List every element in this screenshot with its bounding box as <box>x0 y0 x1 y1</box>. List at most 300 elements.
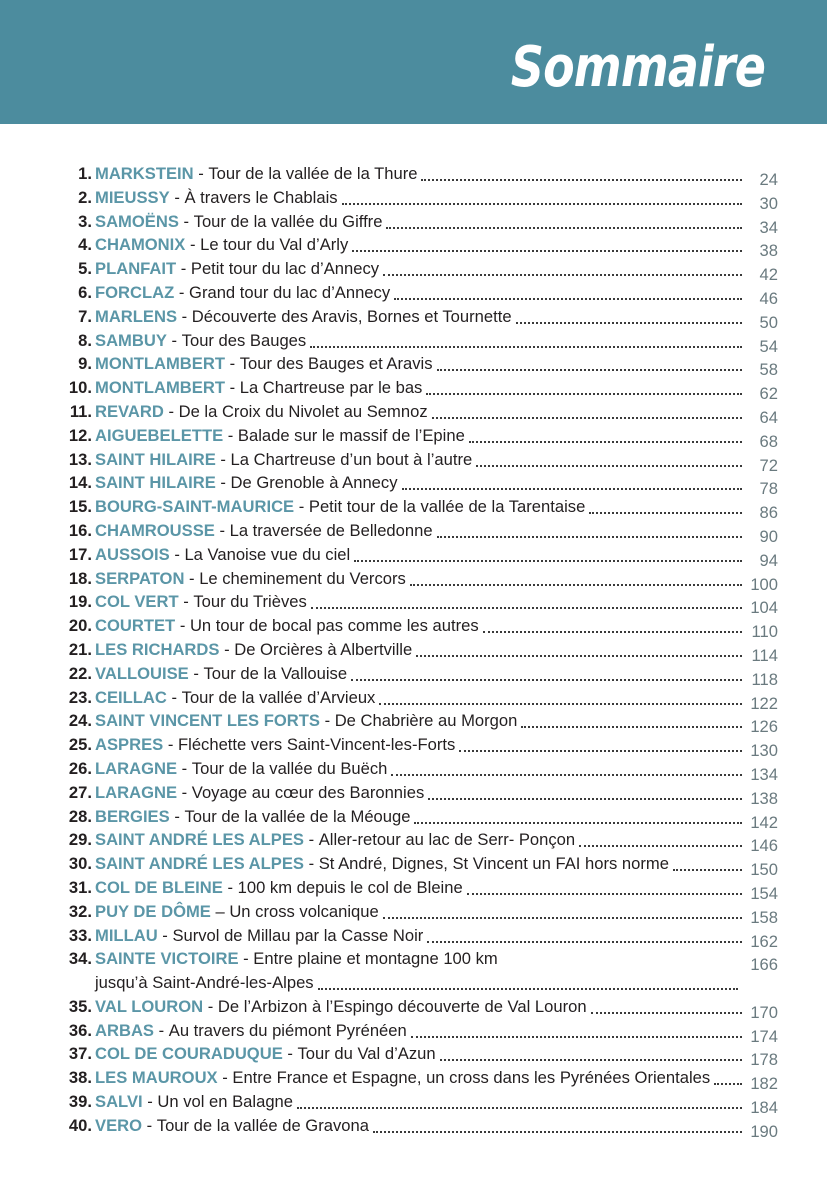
entry-body <box>95 853 778 880</box>
toc-entry[interactable] <box>56 568 778 592</box>
entry-page-number: 134 <box>750 764 778 784</box>
toc-entry[interactable] <box>56 687 778 711</box>
entry-separator: - <box>219 639 235 659</box>
entry-location: SAINT HILAIRE <box>95 449 216 469</box>
entry-line <box>95 520 778 546</box>
entry-separator: - <box>224 378 240 398</box>
entry-title: Un vol en Balagne <box>157 1092 294 1112</box>
entry-title: De Grenoble à Annecy <box>230 473 398 493</box>
toc-entry[interactable] <box>56 234 778 261</box>
entry-line <box>95 377 778 404</box>
entry-separator: - <box>188 663 204 683</box>
entry-body <box>95 782 778 808</box>
entry-title: Tour des Bauges <box>181 330 307 350</box>
entry-page-number: 178 <box>750 1050 778 1070</box>
entry-title: Tour de la vallée d’Arvieux <box>181 687 376 707</box>
entry-location: COURTET <box>95 616 176 636</box>
entry-number: 7. <box>78 306 92 326</box>
entry-separator: - <box>193 164 209 183</box>
entry-location: VAL LOURON <box>95 996 204 1016</box>
entry-number: 22. <box>68 663 92 683</box>
dot-leader <box>437 369 743 371</box>
toc-entry[interactable] <box>56 496 778 523</box>
entry-body <box>95 829 778 856</box>
entry-separator: - <box>178 211 194 231</box>
entry-body <box>95 520 778 546</box>
entry-separator: - <box>215 473 231 493</box>
entry-title: La Vanoise vue du ciel <box>184 544 351 564</box>
entry-page-number: 78 <box>759 479 778 499</box>
entry-location: COL DE BLEINE <box>95 877 223 897</box>
dot-leader <box>440 1059 742 1061</box>
entry-separator: - <box>217 1068 233 1088</box>
entry-number: 6. <box>78 282 92 302</box>
entry-number: 19. <box>68 592 92 612</box>
entry-page-number: 146 <box>750 836 778 856</box>
entry-page-number: 94 <box>759 550 778 570</box>
toc-entry[interactable] <box>56 806 778 830</box>
entry-page-number: 174 <box>750 1026 778 1046</box>
entry-location: REVARD <box>95 401 164 421</box>
entry-separator: - <box>142 1115 157 1135</box>
dot-leader <box>394 298 742 300</box>
entry-separator: - <box>169 187 185 207</box>
toc-entry[interactable] <box>56 330 778 354</box>
entry-location: CEILLAC <box>95 687 167 707</box>
entry-body <box>95 925 778 951</box>
dot-leader <box>579 845 742 847</box>
entry-page-number: 90 <box>759 526 778 546</box>
entry-location: PUY DE DÔME <box>95 901 211 921</box>
entry-title: Petit tour du lac d’Annecy <box>190 259 380 279</box>
entry-location: SAINT HILAIRE <box>95 473 216 493</box>
entry-line <box>95 615 778 642</box>
toc-entry[interactable] <box>56 306 778 330</box>
toc-entry[interactable] <box>56 1043 778 1070</box>
entry-line <box>95 234 778 261</box>
entry-body <box>95 948 778 994</box>
toc-entry[interactable] <box>56 615 778 642</box>
entry-location: MARKSTEIN <box>95 164 194 183</box>
toc-entry[interactable] <box>56 853 778 880</box>
entry-number: 13. <box>68 449 92 469</box>
entry-line <box>95 401 778 427</box>
toc-entry[interactable] <box>56 472 778 499</box>
entry-location: LARAGNE <box>95 782 178 802</box>
toc-entry[interactable] <box>56 544 778 568</box>
entry-page-number: 50 <box>759 312 778 332</box>
entry-number: 2. <box>78 187 92 207</box>
toc-entry[interactable] <box>56 520 778 544</box>
entry-body <box>95 615 778 642</box>
entry-body <box>95 806 778 832</box>
entry-number: 17. <box>68 544 92 564</box>
dot-leader <box>386 227 742 229</box>
entry-title: Tour de la vallée de la Thure <box>208 164 418 183</box>
entry-location: SAMBUY <box>95 330 167 350</box>
dot-leader <box>459 750 742 752</box>
entry-page-number: 62 <box>759 384 778 404</box>
entry-line <box>95 425 778 451</box>
entry-title: Le tour du Val d’Arly <box>200 235 349 255</box>
toc-entry[interactable] <box>56 734 778 761</box>
entry-line <box>95 353 778 380</box>
entry-separator: - <box>163 401 179 421</box>
dot-leader <box>310 346 742 348</box>
entry-line <box>95 829 778 856</box>
entry-page-number: 34 <box>759 217 778 237</box>
entry-location: SAINT VINCENT LES FORTS <box>95 711 320 731</box>
entry-body <box>95 877 778 903</box>
toc-entry[interactable] <box>56 710 778 737</box>
dot-leader <box>427 941 742 943</box>
dot-leader <box>416 655 742 657</box>
entry-page-number: 154 <box>750 883 778 903</box>
entry-body <box>95 401 778 427</box>
entry-number: 5. <box>78 259 92 279</box>
entry-body <box>95 568 778 594</box>
entry-separator: - <box>294 497 309 517</box>
toc-entry[interactable] <box>56 996 778 1020</box>
dot-leader <box>467 893 742 895</box>
entry-number: 16. <box>68 520 92 540</box>
entry-line <box>95 1067 778 1094</box>
dot-leader <box>373 1131 742 1133</box>
entry-number: 10. <box>68 378 92 398</box>
entry-line <box>95 758 778 784</box>
toc-entry[interactable] <box>56 1115 778 1139</box>
entry-number: 11. <box>69 401 92 421</box>
entry-separator: - <box>319 711 335 731</box>
entry-separator: - <box>215 449 231 469</box>
entry-separator: - <box>177 782 192 802</box>
entry-line <box>95 639 778 665</box>
dot-leader <box>421 179 742 181</box>
entry-page-number: 30 <box>759 193 778 213</box>
entry-page-number: 24 <box>759 170 778 189</box>
entry-separator: - <box>184 568 200 588</box>
entry-title: Aller-retour au lac de Serr- Ponçon <box>318 830 576 850</box>
entry-location: MONTLAMBERT <box>95 354 225 374</box>
entry-number: 30. <box>68 854 92 874</box>
entry-separator: - <box>303 854 319 874</box>
entry-title-continued: jusqu’à Saint-André-les-Alpes <box>95 973 314 993</box>
entry-title: Entre plaine et montagne 100 km <box>253 949 498 969</box>
entry-line <box>95 187 778 213</box>
entry-title: Au travers du piémont Pyrénéen <box>168 1020 407 1040</box>
entry-location: LES MAUROUX <box>95 1068 218 1088</box>
entry-line <box>95 877 778 903</box>
entry-body <box>95 1020 778 1046</box>
entry-body <box>95 901 778 927</box>
entry-body <box>95 758 778 784</box>
entry-line <box>95 687 778 713</box>
entry-location: SAINTE VICTOIRE <box>95 949 239 969</box>
entry-location: VALLOUISE <box>95 663 189 683</box>
dot-leader <box>428 798 742 800</box>
toc-entry[interactable] <box>56 829 778 856</box>
entry-body <box>95 258 778 285</box>
entry-page-number: 184 <box>750 1098 778 1118</box>
entry-page-number: 118 <box>751 669 778 689</box>
entry-title: De l’Arbizon à l’Espingo découverte de Val Louron <box>217 996 587 1016</box>
entry-number: 35. <box>68 996 92 1016</box>
dot-leader <box>402 488 743 490</box>
entry-line <box>95 330 778 356</box>
entry-location: SALVI <box>95 1092 143 1112</box>
entry-location: CHAMROUSSE <box>95 520 215 540</box>
entry-location: MARLENS <box>95 306 178 326</box>
dot-leader <box>318 988 738 990</box>
toc-entry[interactable] <box>56 901 778 925</box>
toc-entry[interactable] <box>56 591 778 618</box>
toc-entry[interactable] <box>56 353 778 380</box>
toc-entry[interactable] <box>56 1020 778 1044</box>
entry-body <box>95 687 778 713</box>
entry-line <box>95 306 778 332</box>
entry-number: 3. <box>78 211 92 231</box>
entry-number: 37. <box>68 1044 92 1064</box>
entry-separator: - <box>178 592 194 612</box>
dot-leader <box>437 536 742 538</box>
entry-separator: - <box>177 758 192 778</box>
dot-leader <box>591 1012 742 1014</box>
entry-title: De la Croix du Nivolet au Semnoz <box>178 401 428 421</box>
entry-title: Survol de Millau par la Casse Noir <box>172 925 424 945</box>
entry-page-number: 68 <box>759 431 778 451</box>
entry-page-number: 72 <box>759 455 778 475</box>
table-of-contents <box>56 163 778 1139</box>
entry-title: Petit tour de la vallée de la Tarentaise <box>308 497 586 517</box>
entry-line <box>95 282 778 308</box>
dot-leader <box>354 560 742 562</box>
entry-number: 27. <box>68 782 92 802</box>
entry-title: Le cheminement du Vercors <box>199 568 406 588</box>
entry-body <box>95 710 778 737</box>
entry-title: La Chartreuse d’un bout à l’autre <box>230 449 473 469</box>
toc-entry[interactable] <box>56 425 778 449</box>
entry-line-continued <box>95 972 778 994</box>
entry-location: ARBAS <box>95 1020 155 1040</box>
entry-line <box>95 211 778 237</box>
toc-entry[interactable] <box>56 211 778 235</box>
entry-body <box>95 663 778 689</box>
entry-title: À travers le Chablais <box>184 187 338 207</box>
entry-page-number: 110 <box>751 622 778 642</box>
entry-body <box>95 330 778 356</box>
entry-number: 36. <box>68 1020 92 1040</box>
entry-separator: - <box>166 330 182 350</box>
entry-title: La Chartreuse par le bas <box>239 378 423 398</box>
entry-number: 24. <box>68 711 92 731</box>
entry-number: 33. <box>68 925 92 945</box>
entry-separator: - <box>169 544 185 564</box>
entry-number: 26. <box>68 758 92 778</box>
entry-number: 4. <box>78 235 92 255</box>
toc-entry[interactable] <box>56 758 778 782</box>
entry-title: Tour de la vallée de Gravona <box>156 1115 369 1135</box>
dot-leader <box>411 1036 742 1038</box>
dot-leader <box>352 250 742 252</box>
dot-leader <box>521 726 742 728</box>
entry-line <box>95 496 778 523</box>
entry-body <box>95 544 778 570</box>
entry-line <box>95 710 778 737</box>
entry-page-number: 170 <box>750 1002 778 1022</box>
dot-leader <box>426 393 742 395</box>
dot-leader <box>391 774 742 776</box>
entry-page-number: 64 <box>759 407 778 427</box>
toc-entry[interactable] <box>56 782 778 806</box>
dot-leader <box>432 417 742 419</box>
entry-title: Tour de la Vallouise <box>203 663 348 683</box>
entry-page-number: 46 <box>759 288 778 308</box>
entry-title: Tour de la vallée du Buëch <box>191 758 388 778</box>
entry-separator: - <box>174 282 190 302</box>
toc-entry[interactable] <box>56 187 778 211</box>
dot-leader <box>483 631 742 633</box>
entry-title: Un tour de bocal pas comme les autres <box>189 616 479 636</box>
toc-entry[interactable] <box>56 639 778 663</box>
entry-body <box>95 449 778 475</box>
entry-page-number: 142 <box>750 812 778 832</box>
entry-number: 32. <box>68 901 92 921</box>
entry-page-number: 42 <box>759 265 778 285</box>
entry-line <box>95 853 778 880</box>
entry-body <box>95 472 778 499</box>
entry-body <box>95 734 778 761</box>
entry-location: COL DE COURADUQUE <box>95 1044 283 1064</box>
dot-leader <box>351 679 742 681</box>
entry-title: Entre France et Espagne, un cross dans les Pyrénées Orientales <box>232 1068 711 1088</box>
toc-entry[interactable] <box>56 163 778 187</box>
entry-location: VERO <box>95 1115 143 1135</box>
entry-number: 12. <box>68 425 92 445</box>
entry-location: PLANFAIT <box>95 259 177 279</box>
entry-line <box>95 163 778 189</box>
page-title: Sommaire <box>510 35 765 100</box>
entry-separator: - <box>282 1044 298 1064</box>
entry-line <box>95 948 778 975</box>
entry-line <box>95 568 778 594</box>
entry-title: De Orcières à Albertville <box>234 639 413 659</box>
entry-line <box>95 449 778 475</box>
entry-location: SERPATON <box>95 568 185 588</box>
toc-entry[interactable] <box>56 449 778 473</box>
dot-leader <box>414 822 742 824</box>
entry-number: 8. <box>78 330 92 350</box>
toc-entry[interactable] <box>56 1091 778 1118</box>
dot-leader <box>589 512 742 514</box>
entry-line <box>95 1043 778 1070</box>
entry-separator: - <box>223 425 238 445</box>
entry-separator: - <box>303 830 319 850</box>
entry-page-number: 38 <box>759 241 778 261</box>
entry-page-number: 190 <box>750 1121 778 1141</box>
dot-leader <box>379 703 742 705</box>
entry-body <box>95 496 778 523</box>
entry-page-number: 150 <box>750 860 778 880</box>
dot-leader <box>383 274 742 276</box>
entry-location: BOURG-SAINT-MAURICE <box>95 497 295 517</box>
entry-title: Tour du Val d’Azun <box>297 1044 436 1064</box>
toc-entry[interactable] <box>56 401 778 425</box>
entry-page-number: 162 <box>750 931 778 951</box>
toc-entry[interactable] <box>56 377 778 404</box>
entry-line <box>95 1091 778 1118</box>
entry-location: ASPRES <box>95 735 164 755</box>
dot-leader <box>410 584 742 586</box>
entry-location: AUSSOIS <box>95 544 170 564</box>
entry-line <box>95 1115 778 1141</box>
entry-title: Tour de la vallée de la Méouge <box>184 806 411 826</box>
dot-leader <box>311 607 742 609</box>
toc-entry[interactable] <box>56 663 778 687</box>
entry-line <box>95 1020 778 1046</box>
entry-page-number: 182 <box>750 1074 778 1094</box>
entry-location: AIGUEBELETTE <box>95 425 224 445</box>
entry-number: 14. <box>68 473 92 493</box>
dot-leader <box>469 441 742 443</box>
entry-location: BERGIES <box>95 806 170 826</box>
entry-number: 31. <box>68 877 92 897</box>
entry-page-number: 104 <box>750 598 778 618</box>
entry-number: 21. <box>68 639 92 659</box>
entry-separator: - <box>185 235 201 255</box>
entry-title: Fléchette vers Saint-Vincent-les-Forts <box>178 735 456 755</box>
entry-number: 40. <box>68 1115 92 1135</box>
entry-title: La traversée de Belledonne <box>229 520 433 540</box>
entry-title: De Chabrière au Morgon <box>334 711 518 731</box>
header-banner <box>0 0 827 124</box>
dot-leader <box>516 322 742 324</box>
entry-body <box>95 996 778 1022</box>
entry-body <box>95 639 778 665</box>
entry-separator: - <box>176 259 191 279</box>
entry-location: COL VERT <box>95 592 179 612</box>
toc-entry[interactable] <box>56 877 778 901</box>
entry-number: 38. <box>68 1068 92 1088</box>
entry-location: FORCLAZ <box>95 282 175 302</box>
entry-title: Un cross volcanique <box>229 901 379 921</box>
entry-separator: - <box>224 354 240 374</box>
entry-body <box>95 282 778 308</box>
entry-body <box>95 234 778 261</box>
entry-title: Balade sur le massif de l’Epine <box>237 425 465 445</box>
entry-title: St André, Dignes, St Vincent un FAI hors norme <box>318 854 669 874</box>
entry-body <box>95 163 778 189</box>
entry-location: MONTLAMBERT <box>95 378 225 398</box>
toc-entry[interactable] <box>56 925 778 949</box>
entry-separator: - <box>166 687 182 707</box>
entry-line <box>95 782 778 808</box>
toc-entry[interactable] <box>56 258 778 285</box>
entry-page-number: 114 <box>751 645 778 665</box>
entry-line <box>95 258 778 285</box>
entry-page-number: 58 <box>759 360 778 380</box>
toc-entry[interactable] <box>56 282 778 306</box>
entry-separator: - <box>157 925 173 945</box>
entry-title: Tour du Trièves <box>193 592 307 612</box>
entry-page-number: 54 <box>759 336 778 356</box>
entry-title: Voyage au cœur des Baronnies <box>191 782 425 802</box>
entry-location: LARAGNE <box>95 758 178 778</box>
entry-body <box>95 591 778 618</box>
entry-body <box>95 425 778 451</box>
entry-body <box>95 187 778 213</box>
toc-entry[interactable] <box>56 1067 778 1094</box>
toc-entry[interactable] <box>56 948 778 996</box>
